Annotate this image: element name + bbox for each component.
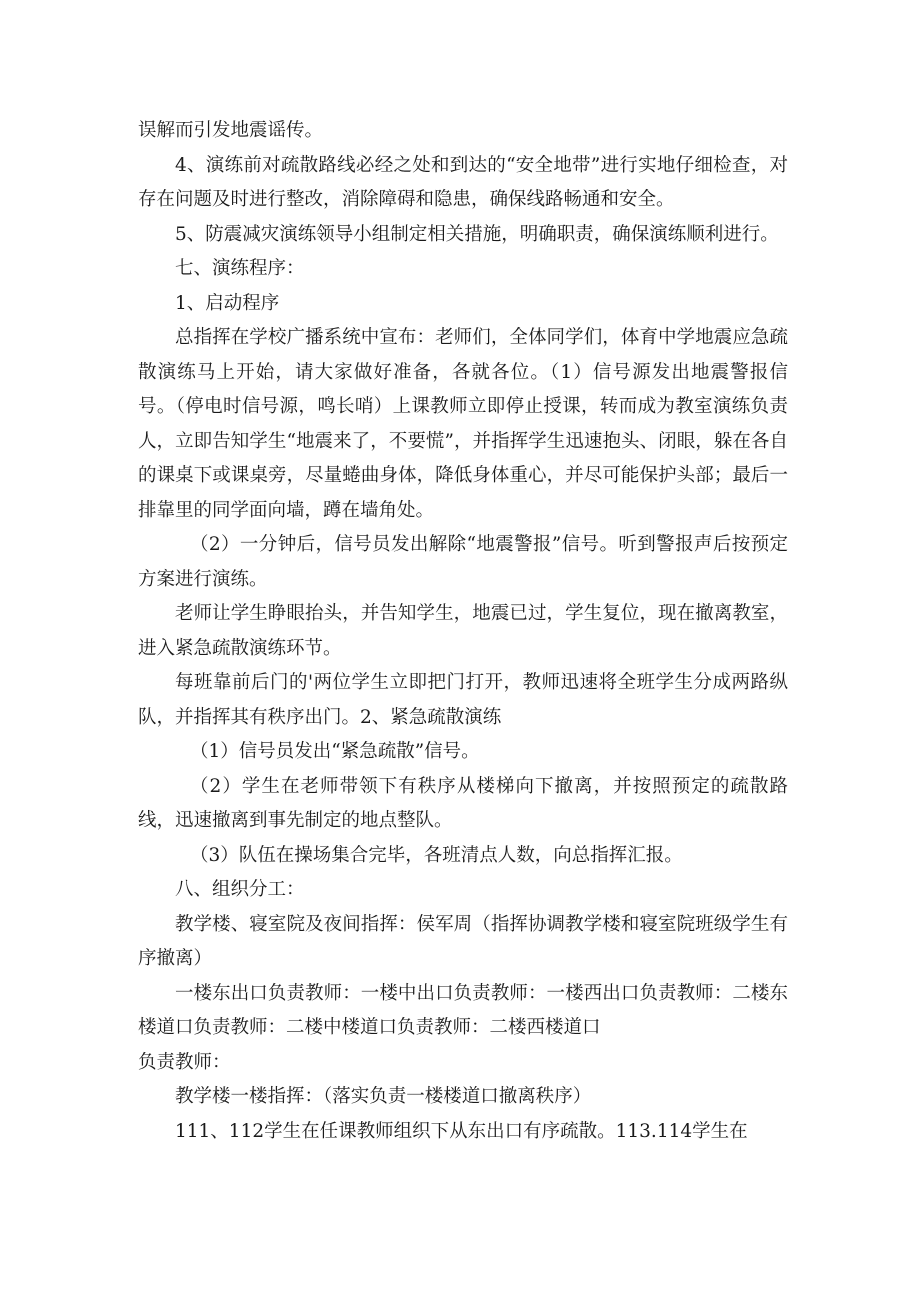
section-heading: 八、组织分工：	[175, 879, 305, 900]
paragraph: （3）队伍在操场集合完毕，各班清点人数，向总指挥汇报。	[190, 844, 683, 866]
paragraph: 总指挥在学校广播系统中宣布：老师们，全体同学们，体育中学地震应急疏散演练马上开始，请大家做好准备，各就各位。（1）信号源发出地震警报信号。（停电时信号源，鸣长哨）上课教师立即停止授课，转而成为教室演练负责人，立即告知学生“地震来了，不要慌”，并指挥学生迅速抱头、闭眼，躲在各自的课桌下或课桌旁，尽量蜷曲身体，降低身体重心，并尽可能保护头部；最后一排靠里的同学面向墙，蹲在墙角处。	[138, 327, 788, 521]
paragraph: （2）学生在老师带领下有秩序从楼梯向下撤离，并按照预定的疏散路线，迅速撤离到事先制定的地点整队。	[138, 775, 788, 831]
paragraph: 教学楼、寝室院及夜间指挥：侯军周（指挥协调教学楼和寝室院班级学生有序撤离）	[138, 913, 788, 969]
paragraph: （1）信号员发出“紧急疏散”信号。	[190, 741, 480, 762]
paragraph: 一楼东出口负责教师：一楼中出口负责教师：一楼西出口负责教师：二楼东楼道口负责教师：二楼中楼道口负责教师：二楼西楼道口	[138, 982, 788, 1038]
paragraph: 111、112学生在任课教师组织下从东出口有序疏散。113.114学生在	[175, 1120, 748, 1142]
document-body	[138, 114, 788, 1149]
section-heading: 七、演练程序：	[175, 258, 305, 279]
paragraph: 每班靠前后门的'两位学生立即把门打开，教师迅速将全班学生分成两路纵队，并指挥其有秩序出门。2、紧急疏散演练	[138, 672, 788, 728]
paragraph: （2）一分钟后，信号员发出解除“地震警报”信号。听到警报声后按预定方案进行演练。	[138, 534, 788, 590]
paragraph: 误解而引发地震谣传。	[138, 120, 324, 141]
paragraph: 4、演练前对疏散路线必经之处和到达的“安全地带”进行实地仔细检查，对存在问题及时进行整改，消除障碍和隐患，确保线路畅通和安全。	[138, 154, 788, 210]
paragraph: 教学楼一楼指挥：（落实负责一楼楼道口撤离秩序）	[175, 1086, 592, 1107]
paragraph: 负责教师：	[138, 1051, 231, 1073]
paragraph: 5、防震减灾演练领导小组制定相关措施，明确职责，确保演练顺利进行。	[175, 223, 779, 245]
paragraph: 老师让学生睁眼抬头，并告知学生，地震已过，学生复位，现在撤离教室，进入紧急疏散演练环节。	[138, 603, 788, 659]
subsection-heading: 1、启动程序	[175, 292, 280, 314]
